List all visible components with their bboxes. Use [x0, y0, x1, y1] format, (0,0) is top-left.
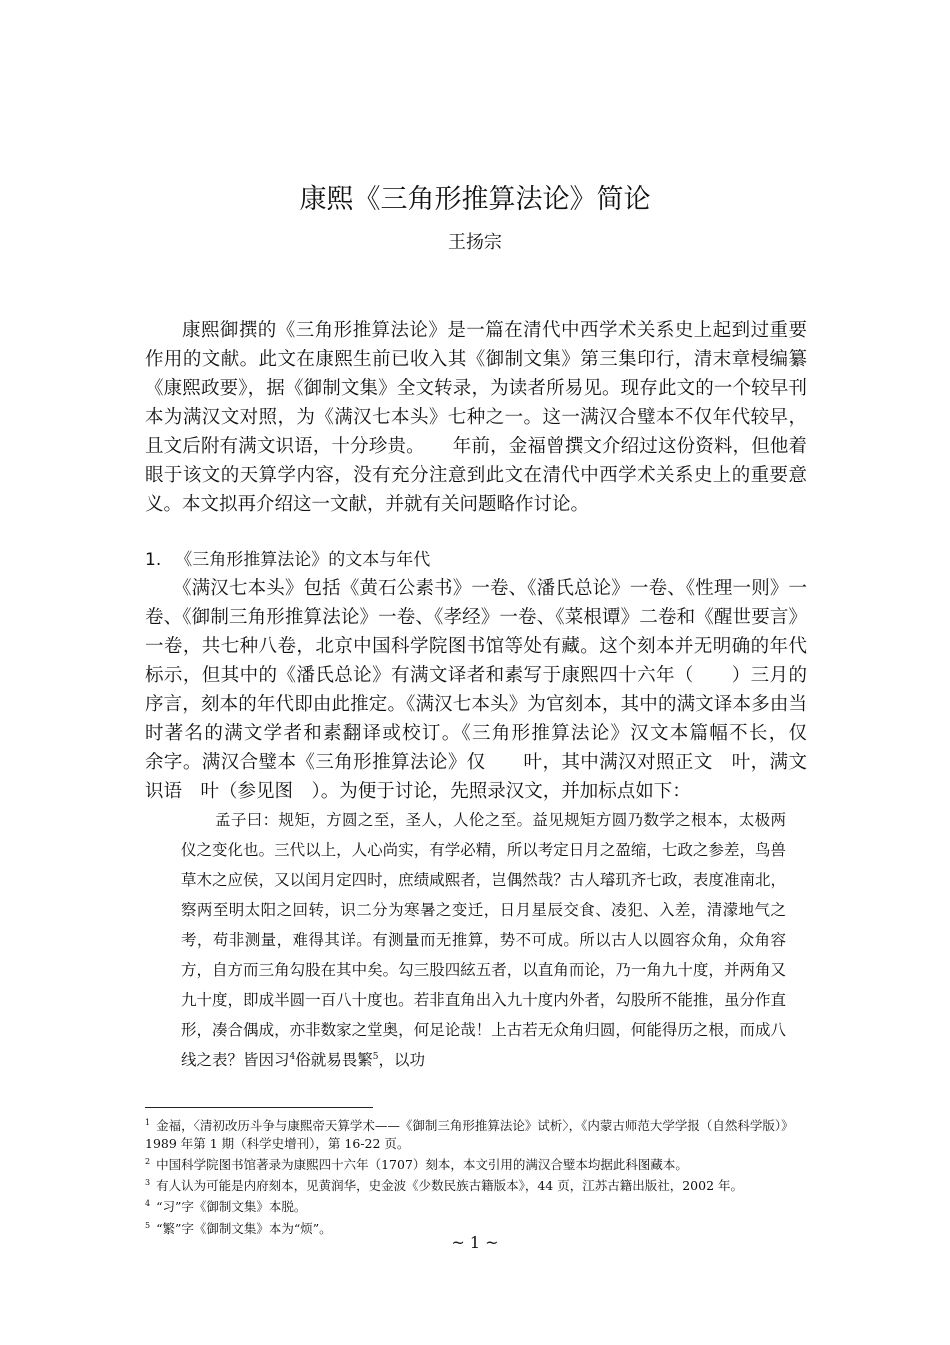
- footnote-item: [145, 1114, 807, 1153]
- footnote-text: 有人认为可能是内府刻本，见黄润华，史金波《少数民族古籍版本》，44 页，江苏古籍出版社，2002 年。: [156, 1178, 744, 1194]
- footnote-list: [145, 1114, 807, 1238]
- document-title: 康熙《三角形推算法论》简论: [299, 184, 651, 215]
- footnote-item: [145, 1195, 807, 1216]
- section-heading: [145, 548, 430, 572]
- footnote-text: “繁”字《御制文集》本为“烦”。: [156, 1220, 332, 1236]
- footnote-mark: 2: [145, 1157, 151, 1167]
- footnote-text: 金福，〈清初改历斗争与康熙帝天算学术——《御制三角形推算法论》试析〉，《内蒙古师范大学学报（自然科学版）》1989 年第 1 期（科学史增刊），第 16-22 页。: [145, 1118, 794, 1152]
- author-name: 王扬宗: [448, 232, 502, 253]
- section1-paragraph: 《满汉七本头》包括《黄石公素书》一卷、《潘氏总论》一卷、《性理一则》一卷、《御制三角形推算法论》一卷、《孝经》一卷、《菜根谭》二卷和《醒世要言》一卷，共七种八卷，北京中国科学院图书馆等处有藏。这个刻本并无明确的年代标示，但其中的《潘氏总论》有满文译者和素写于康熙四十六年（ ）三月的序言，刻本的年代即由此推定。《满汉七本头》为官刻本，其中的满文译本多由当时著名的满文学者和素翻译或校订。《三角形推算法论》汉文本篇幅不长，仅 余字。满汉合璧本《三角形推算法论》仅 叶，其中满汉对照正文 叶，满文识语 叶（参见图 ）。为便于讨论，先照录汉文，并加标点如下：: [145, 578, 845, 802]
- block-quote: [181, 805, 786, 1075]
- footnote-item: [145, 1153, 807, 1174]
- section-title: 《三角形推算法论》的文本与年代: [175, 550, 431, 570]
- footnote-ref-4[interactable]: 4: [289, 1051, 296, 1062]
- footnote-mark: 3: [145, 1178, 151, 1188]
- quote-text-part3: ，以功: [378, 1051, 426, 1069]
- footnote-mark: 5: [145, 1220, 151, 1230]
- footnote-text: “习”字《御制文集》本脱。: [156, 1199, 307, 1215]
- page-number: ~ 1 ~: [451, 1233, 499, 1252]
- footnote-mark: 1: [145, 1118, 151, 1127]
- quote-text-part1: 孟子曰：规矩，方圆之至，圣人，人伦之至。益见规矩方圆乃数学之根本，太极两仪之变化也。三代以上，人心尚实，有学必精，所以考定日月之盈缩，七政之参差，鸟兽草木之应侯，又以闰月定四时，庶绩咸熙者，岂偶然哉？古人璿玑齐七政，表度准南北，察两至明太阳之回转，识二分为寒暑之变迁，日月星辰交食、凌犯、入差，清濛地气之考，苟非测量，难得其详。有测量而无推算，势不可成。所以古人以圆容众角，众角容方，自方而三角勾股在其中矣。勾三股四絃五者，以直角而论，乃一角九十度，并两角又九十度，即成半圆一百八十度也。若非直角出入九十度内外者，勾股所不能推，虽分作直形，凑合偶成，亦非数家之堂奥，何足论哉！上古若无众角归圆，何能得历之根，而成八线之表？皆因习: [181, 811, 786, 1069]
- section-number: 1.: [145, 550, 162, 570]
- footnote-mark: 4: [145, 1199, 151, 1209]
- footnote-item: [145, 1174, 807, 1195]
- footnote-ref-5[interactable]: 5: [372, 1051, 379, 1062]
- quote-text-part2: 俗就易畏繁: [295, 1051, 373, 1069]
- footnote-divider: [145, 1107, 373, 1108]
- intro-paragraph: 康熙御撰的《三角形推算法论》是一篇在清代中西学术关系史上起到过重要作用的文献。此文在康熙生前已收入其《御制文集》第三集印行，清末章梫编纂《康熙政要》，据《御制文集》全文转录，为读者所易见。现存此文的一个较早刊本为满汉文对照，为《满汉七本头》七种之一。这一满汉合璧本不仅年代较早，且文后附有满文识语，十分珍贵。 年前，金福曾撰文介绍过这份资料，但他着眼于该文的天算学内容，没有充分注意到此文在清代中西学术关系史上的重要意义。本文拟再介绍这一文献，并就有关问题略作讨论。: [145, 320, 807, 515]
- footnote-text: 中国科学院图书馆著录为康熙四十六年（1707）刻本，本文引用的满汉合璧本均据此科图藏本。: [156, 1157, 688, 1173]
